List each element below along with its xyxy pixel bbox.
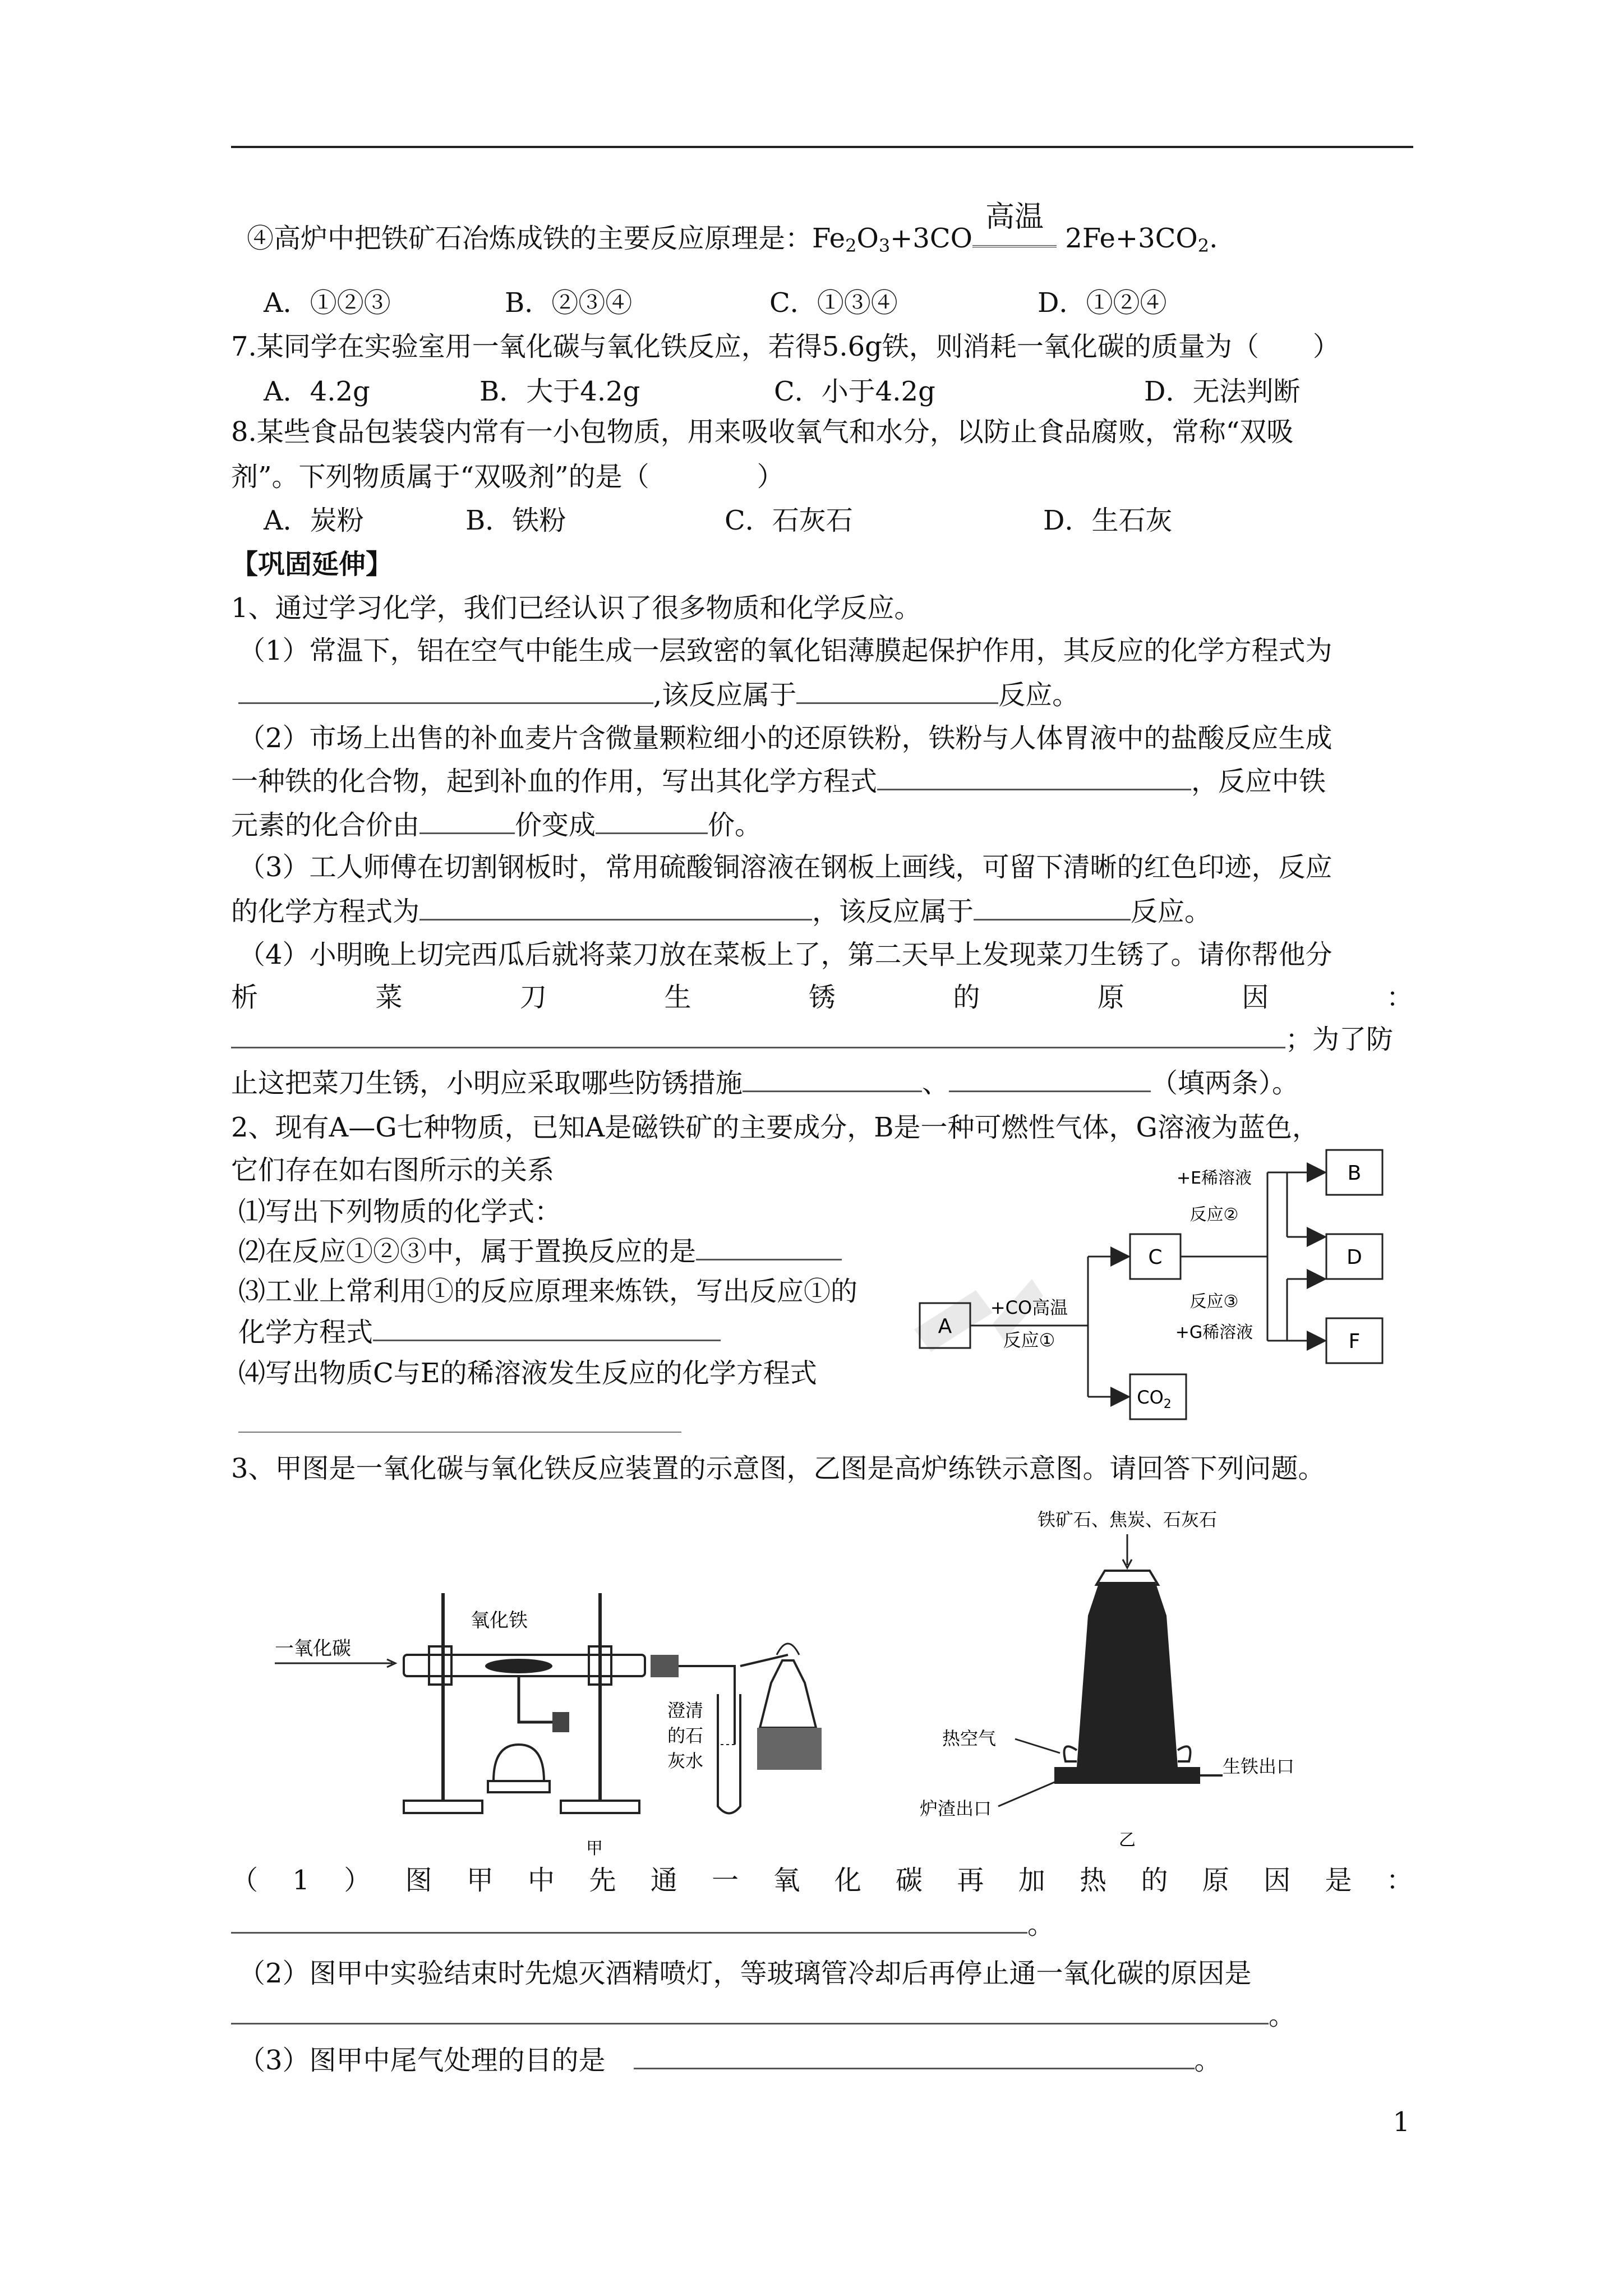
answer-blank[interactable] (634, 2043, 1195, 2069)
e1-part2-line3: 元素的化合价由 价变成 价。 (231, 808, 762, 842)
reaction1-condition: +CO高温 (990, 1297, 1068, 1318)
label-iron-oxide: 氧化铁 (471, 1609, 528, 1632)
section-title: 【巩固延伸】 (231, 549, 393, 580)
q8-option-b: B．铁粉 (465, 505, 566, 536)
e2-sub3-line2: 化学方程式 (238, 1315, 721, 1349)
answer-blank[interactable] (974, 894, 1131, 921)
e2-sub3-line1: ⑶工业上常利用①的反应原理来炼铁，写出反应①的 (238, 1276, 858, 1307)
e1-part3-line1: （3）工人师傅在切割钢板时，常用硫酸铜溶液在钢板上画线，可留下清晰的红色印迹，反应 (238, 852, 1332, 883)
answer-blank[interactable] (238, 1432, 681, 1433)
e1-part1-line2: ,该反应属于 反应。 (238, 678, 1079, 712)
e3-intro: 3、甲图是一氧化碳与氧化铁反应装置的示意图，乙图是高炉练铁示意图。请回答下列问题。 (231, 1453, 1325, 1484)
label-hot-air: 热空气 (942, 1728, 997, 1749)
node-d-label: D (1347, 1246, 1362, 1269)
node-co2-label: $CO_2$ (1137, 1387, 1172, 1411)
answer-blank[interactable] (419, 894, 812, 921)
reaction2-label: 反应② (1189, 1205, 1239, 1225)
e2-intro-line1: 2、现有A—G七种物质，已知A是磁铁矿的主要成分，B是一种可燃性气体，G溶液为蓝色， (231, 1112, 1319, 1143)
label-slag-outlet: 炉渣出口 (920, 1798, 992, 1819)
relationship-diagram (892, 1144, 1424, 1447)
answer-blank[interactable] (238, 678, 653, 704)
answer-blank[interactable] (696, 1234, 842, 1260)
answer-blank[interactable] (231, 1022, 1285, 1048)
q6-option-b: B．②③④ (505, 287, 633, 319)
reaction3-label: 反应③ (1189, 1292, 1239, 1312)
e2-sub4: ⑷写出物质C与E的稀溶液发生反应的化学方程式 (238, 1358, 817, 1389)
page-number: 1 (1393, 2106, 1410, 2138)
e3-q1-line1: （ 1 ） 图 甲 中 先 通 一 氧 化 碳 再 加 热 的 原 因 是 ： (231, 1865, 1413, 1896)
e3-q2-line2: 。 (231, 1998, 1295, 2032)
figure-yi-blast-furnace (909, 1503, 1335, 1862)
q8-stem-line2: 剂”。下列物质属于“双吸剂”的是（ ） (231, 461, 784, 493)
answer-blank[interactable] (373, 1315, 721, 1341)
answer-blank[interactable] (596, 808, 708, 834)
q7-stem: 7.某同学在实验室用一氧化碳与氧化铁反应，若得5.6g铁，则消耗一氧化碳的质量为（ ） (231, 331, 1340, 362)
answer-blank[interactable] (877, 764, 1191, 790)
node-b-label: B (1347, 1162, 1362, 1185)
q8-stem-line1: 8.某些食品包装袋内常有一小包物质，用来吸收氧气和水分，以防止食品腐败，常称“双吸 (231, 416, 1294, 448)
label-lime-2: 的石 (667, 1725, 704, 1746)
e3-q1-line2: 。 (231, 1907, 1054, 1941)
q8-option-d: D．生石灰 (1043, 505, 1173, 536)
e2-intro-line2: 它们存在如右图所示的关系 (231, 1154, 555, 1186)
q8-option-c: C．石灰石 (725, 505, 853, 536)
reaction2-condition: +E稀溶液 (1176, 1168, 1252, 1188)
label-co: 一氧化碳 (275, 1637, 351, 1660)
e2-sub2: ⑵在反应①②③中，属于置换反应的是 (238, 1234, 842, 1268)
node-c-label: C (1148, 1246, 1163, 1269)
reaction-condition: 高温 (985, 200, 1044, 234)
label-lime-3: 灰水 (667, 1750, 704, 1772)
label-iron-outlet: 生铁出口 (1223, 1756, 1295, 1777)
answer-blank[interactable] (796, 678, 998, 704)
figure-jia-apparatus (264, 1559, 897, 1862)
figure-yi-caption: 乙 (1119, 1830, 1136, 1850)
q7-option-c: C．小于4.2g (774, 376, 935, 407)
q6-option-c: C．①③④ (769, 287, 898, 319)
header-rule (231, 146, 1413, 148)
figure-jia-caption: 甲 (586, 1839, 603, 1858)
q6-option-a: A．①②③ (264, 287, 391, 319)
node-f-label: F (1348, 1330, 1361, 1353)
q7-option-d: D．无法判断 (1144, 376, 1301, 407)
node-a-label: A (938, 1315, 952, 1338)
e3-q3: （3）图甲中尾气处理的目的是 。 (238, 2043, 1221, 2077)
answer-blank[interactable] (419, 808, 515, 834)
reaction1-label: 反应① (1003, 1329, 1055, 1351)
e1-part1-line1: （1）常温下，铝在空气中能生成一层致密的氧化铝薄膜起保护作用，其反应的化学方程式为 (238, 635, 1332, 666)
e1-part4-line1: （4）小明晚上切完西瓜后就将菜刀放在菜板上了，第二天早上发现菜刀生锈了。请你帮他分 (238, 939, 1332, 970)
e3-q2-line1: （2）图甲中实验结束时先熄灭酒精喷灯，等玻璃管冷却后再停止通一氧化碳的原因是 (238, 1958, 1252, 1989)
e1-part2-line2: 一种铁的化合物，起到补血的作用，写出其化学方程式 ，反应中铁 (231, 764, 1326, 798)
answer-blank[interactable] (949, 1066, 1151, 1092)
answer-blank[interactable] (231, 1998, 1269, 2024)
answer-blank[interactable] (231, 1907, 1027, 1934)
label-feed: 铁矿石、焦炭、石灰石 (1037, 1509, 1218, 1530)
e1-part4-line2: 析 菜 刀 生 锈 的 原 因 ： (231, 982, 1413, 1013)
answer-blank[interactable] (743, 1066, 922, 1092)
e1-part3-line2: 的化学方程式为 ，该反应属于 反应。 (231, 894, 1211, 928)
e1-intro: 1、通过学习化学，我们已经认识了很多物质和化学反应。 (231, 592, 921, 624)
e2-sub1: ⑴写出下列物质的化学式： (238, 1196, 562, 1227)
reaction3-condition: +G稀溶液 (1175, 1323, 1253, 1342)
label-lime-1: 澄清 (667, 1700, 704, 1721)
q8-option-a: A．炭粉 (264, 505, 364, 536)
e1-part2-line1: （2）市场上出售的补血麦片含微量颗粒细小的还原铁粉，铁粉与人体胃液中的盐酸反应生成 (238, 723, 1332, 754)
q7-option-b: B．大于4.2g (479, 376, 640, 407)
q6-option-d: D．①②④ (1038, 287, 1167, 319)
q7-option-a: A．4.2g (264, 376, 370, 407)
e1-part4-line3: ；为了防 (231, 1022, 1393, 1056)
q6-reaction-line: ④高炉中把铁矿石冶炼成铁的主要反应原理是：$Fe_2O_3+3CO$ 高温 $2Fe+3CO_2$. (247, 200, 1218, 256)
e1-part4-line4: 止这把菜刀生锈，小明应采取哪些防锈措施 、 （填两条）。 (231, 1066, 1299, 1100)
